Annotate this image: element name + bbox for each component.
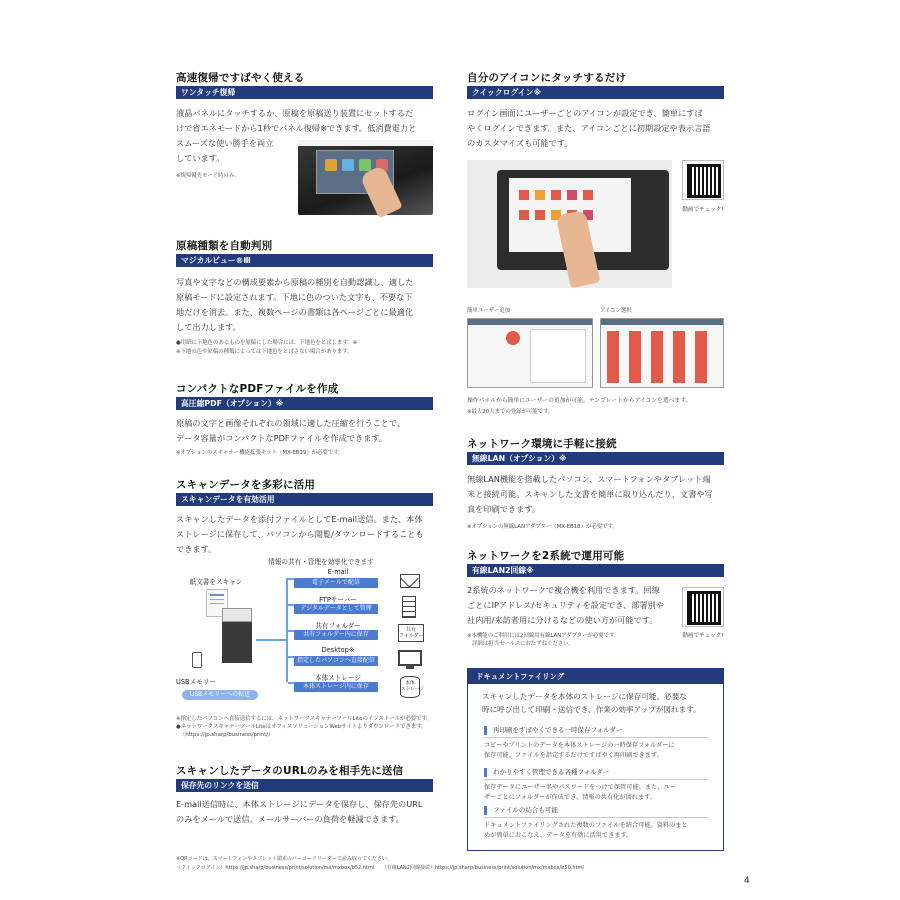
text-line: 保存可能。ファイルを指定するだけですばやく再印刷できます。 — [484, 752, 663, 759]
body-line: 時に呼び出して印刷・送信でき、作業の効率アップが図れます。 — [482, 705, 701, 714]
body-line: して出力します。 — [176, 322, 241, 332]
note-dual-network-1: ※本機能のご利用には2回線用有線LANアダプターが必要です。 — [467, 633, 620, 639]
section-body-dual-network — [467, 583, 682, 628]
folder-icon: 共有 フォルダー — [398, 624, 424, 642]
note-scan-2: ●ネットワークスキャナーツールLiteはオフィスソリューションWebサイトよりダウンロードできます。 — [176, 724, 427, 730]
hand-image — [359, 165, 402, 219]
section-title-url-send: スキャンしたデータのURLのみを相手先に送信 — [176, 765, 404, 777]
login-panel-photo — [467, 160, 672, 288]
qr-label-quick-login: 動画でチェック! — [682, 207, 724, 213]
usb-label: USBメモリー — [176, 678, 216, 686]
avatar-icon — [567, 190, 577, 200]
body-line: できます。 — [176, 544, 217, 554]
doc-line — [210, 603, 224, 604]
panel-touch-photo — [298, 140, 433, 215]
mfp-scanner-top — [222, 608, 252, 622]
monitor-icon — [398, 650, 422, 666]
section-bar-quick-login: クイックログイン※ — [467, 86, 724, 99]
footer-urls: （クイックログイン）https://jp.sharp/business/print/solution/mx/mxbox/b52.html （有線LAN2回線接続）https://jp.sharp/business/print/solution/mx/mxbox/b50.html — [176, 865, 584, 871]
section-body-url-send — [176, 797, 438, 827]
doc-item-text — [484, 741, 712, 761]
screen-header — [468, 319, 592, 325]
body-line: 原稿モードに設定されます。下地に色のついた文字も、不要な下 — [176, 292, 413, 302]
section-title-scan-data: スキャンデータを多彩に活用 — [176, 479, 316, 491]
screen-header — [601, 319, 723, 325]
note-recovery: ※復帰優先モード時のみ。 — [176, 173, 240, 179]
server-icon — [402, 596, 416, 618]
mfp-body — [222, 622, 252, 663]
panel-app-tile — [342, 159, 354, 171]
body-line: 末と接続可能。スキャンした文書を簡単に取り込んだり、文書や写 — [467, 489, 713, 499]
body-line: スキャンしたデータを本体のストレージに保存可能。必要な — [482, 692, 687, 701]
dest-pill-storage: 本体ストレージ内に保存 — [294, 682, 378, 692]
body-line: E-mail送信時に、本体ストレージにデータを保存し、保存先のURL — [176, 799, 423, 809]
text-line: めが簡単におこなえ、データを有効に活用できます。 — [484, 832, 633, 839]
envelope-flap — [400, 569, 418, 587]
mfp-machine-icon — [222, 608, 252, 663]
divider — [484, 817, 708, 818]
document-filing-header: ドキュメントファイリング — [468, 669, 723, 684]
note-wireless: ※オプションの無線LANアダプター（MX-EB18）が必要です。 — [467, 524, 618, 530]
qr-pattern — [687, 591, 721, 625]
monitor-stand — [406, 666, 414, 669]
section-bar-url-send: 保存先のリンクを送信 — [176, 779, 433, 792]
dest-label-desktop: Desktop※ — [321, 646, 355, 654]
dest-label-storage: 本体ストレージ — [314, 674, 362, 682]
note-scan-1: ※指定したパソコンへ直接送信するには、ネットワークスキャナーツールLiteのインストールが必要です。 — [176, 716, 432, 722]
avatar-icon — [519, 210, 529, 220]
dest-pill-shared-folder: 共有フォルダー内に保存 — [294, 630, 378, 640]
doc-item-title: ファイルの結合も可能 — [484, 806, 708, 815]
section-body-network — [467, 472, 729, 517]
body-line: スムーズな使い勝手を両立 — [176, 138, 274, 148]
qr-code-dual-network — [682, 587, 724, 627]
usb-icon — [192, 652, 202, 668]
document-filing-intro — [482, 690, 722, 716]
section-body-scan-data — [176, 512, 438, 557]
doc-item-title: 再印刷をすばやくできる一時保存フォルダー — [484, 726, 708, 735]
divider — [484, 737, 708, 738]
body-line: のカスタマイズも可能です。 — [467, 138, 573, 148]
icon-select-screenshot — [600, 318, 724, 388]
envelope-icon — [400, 574, 420, 588]
text-line: コピーやプリントのデータを本体ストレージの一時保存フォルダーに — [484, 742, 675, 749]
section-bar-pdf: 高圧縮PDF（オプション）※ — [176, 397, 433, 410]
dest-pill-ftp: デジタルデータとして管理 — [294, 604, 378, 614]
section-body-pdf — [176, 416, 438, 446]
section-title-pdf: コンパクトなPDFファイルを作成 — [176, 383, 339, 395]
body-line: けで省エネモードから1秒でパネル復帰※できます。低消費電力と — [176, 123, 417, 133]
note-auto-detect-1: ●用紙に下地色のあるものを原稿にした場合には、下地色をとばします。※ — [176, 340, 358, 346]
avatar-icon — [519, 190, 529, 200]
section-title-network: ネットワーク環境に手軽に接続 — [467, 438, 617, 450]
note-dual-network-2: 詳細は担当セールスにおたずねください。 — [472, 641, 574, 647]
body-line: しています。 — [176, 153, 225, 163]
machine-top-edge — [298, 140, 433, 146]
body-line: スキャンしたデータを添付ファイルとしてE-mail送信。また、本体 — [176, 514, 423, 524]
body-line: 2系統のネットワークで複合機を利用できます。回線 — [467, 585, 660, 595]
qr-pattern — [687, 164, 721, 198]
document-filing-box — [467, 668, 724, 851]
body-line: ストレージに保存して、パソコンから閲覧/ダウンロードすることも — [176, 529, 424, 539]
section-title-auto-detect: 原稿種類を自動判別 — [176, 240, 273, 252]
qr-code-quick-login — [682, 160, 724, 200]
avatar-icon — [535, 190, 545, 200]
note-pdf: ※オプションのスキャナー機能拡張キット（MX-EB19）が必要です。 — [176, 450, 344, 456]
doc-item-title: わかりやすく管理できる各種フォルダー — [484, 768, 708, 777]
caption-icon-select: 操作パネルから簡単にユーザーの追加が可能。テンプレートからアイコンを選べます。 — [467, 398, 692, 404]
body-line: ごとにIPアドレス/セキュリティを設定でき、部署別や — [467, 600, 665, 610]
dest-label-shared-folder: 共有フォルダー — [315, 622, 361, 630]
connector-line — [256, 639, 286, 641]
avatar-icon — [551, 190, 561, 200]
storage-icon: 本体 ストレージ — [400, 676, 420, 698]
avatar-icon — [506, 331, 520, 345]
avatar-icon — [535, 210, 545, 220]
body-line: 原稿の文字と画像それぞれの領域に適した圧縮を行うことで、 — [176, 418, 406, 428]
dest-pill-email: 電子メールで配信 — [294, 578, 378, 588]
section-bar-scan-data: スキャンデータを有効活用 — [176, 493, 433, 506]
body-line: 地だけを消去。また、複数ページの書類は各ページごとに最適化 — [176, 307, 414, 317]
body-line: 無線LAN機能を搭載したパソコン、スマートフォンやタブレット端 — [467, 474, 711, 484]
avatar-icon — [583, 190, 593, 200]
doc-item-text — [484, 783, 712, 803]
section-body-auto-detect — [176, 275, 438, 335]
body-line: ログイン画面にユーザーごとのアイコンが設定でき、簡単にすば — [467, 108, 703, 118]
body-line: データ容量がコンパクトなPDFファイルを作成できます。 — [176, 433, 388, 443]
body-line: 真を印刷できます。 — [467, 504, 541, 514]
text-line: 保存データにユーザー名やパスワードをつけて保管可能。また、ユー — [484, 784, 676, 791]
qr-label-dual-network: 動画でチェック! — [682, 633, 724, 639]
body-line: 液晶パネルにタッチするか、原稿を原稿送り装置にセットするだ — [176, 108, 414, 118]
shot-label-add-user: 簡単ユーザー追加 — [467, 308, 511, 314]
diagram-source-label: 紙文書をスキャン — [189, 578, 243, 586]
divider — [484, 779, 708, 780]
usb-transfer-pill: USBメモリーへの転送 — [182, 690, 258, 700]
doc-line — [210, 599, 224, 600]
doc-line — [210, 594, 224, 596]
panel-app-tile — [325, 159, 337, 171]
form-panel — [530, 329, 586, 383]
dest-label-ftp: FTPサーバー — [319, 596, 357, 604]
body-line: やくログインできます。また、アイコンごとに初期設定や表示言語 — [467, 123, 711, 133]
body-line: 写真や文字などの構成要素から原稿の種別を自動認識し、適した — [176, 277, 414, 287]
note-auto-detect-2: ※下地の色や原稿の種類によっては下地色をとばさない場合があります。 — [176, 349, 353, 355]
section-bar-one-touch: ワンタッチ復帰 — [176, 86, 433, 99]
dest-label-email: E-mail — [327, 568, 349, 576]
note-max-users: ※最大20人までの登録が可能です。 — [467, 409, 554, 415]
add-user-screenshot — [467, 318, 593, 388]
body-line: 社内用/来訪者用に分けるなどの使い方が可能です。 — [467, 615, 658, 625]
text-line: ザーごとにフォルダーが作成でき、情報の共有化が図れます。 — [484, 794, 656, 801]
section-body-icon-login — [467, 106, 729, 151]
dest-pill-desktop: 指定したパソコンへ直接配信 — [294, 656, 378, 666]
icon-grid — [607, 331, 717, 383]
shot-label-icon-select: アイコン選択 — [600, 308, 632, 314]
scan-distribution-diagram — [176, 556, 438, 706]
text-line: ドキュメントファイリングされた複数のファイルを結合可能。資料のまと — [484, 822, 688, 829]
page-number: 4 — [744, 876, 750, 886]
section-bar-magical-view: マジカルビュー®Ⅲ — [176, 254, 433, 267]
body-line: のみをメールで送信。メールサーバーの負荷を軽減できます。 — [176, 814, 404, 824]
diagram-heading: 情報の共有・管理を効率化できます — [268, 558, 374, 566]
doc-item-text — [484, 821, 712, 841]
section-bar-wireless: 無線LAN（オプション）※ — [467, 452, 724, 465]
note-scan-3: （https://jp.sharp/business/print/） — [180, 732, 274, 738]
section-title-icon-login: 自分のアイコンにタッチするだけ — [467, 72, 627, 84]
footer-qr-note: ※QRコードは、スマートフォンやタブレット端末のバーコードリーダーで読み取ってください。 — [176, 856, 392, 862]
section-title-dual-network: ネットワークを2系統で運用可能 — [467, 550, 625, 562]
section-bar-wired-lan: 有線LAN2回線※ — [467, 564, 724, 577]
section-title-fast-recovery: 高速復帰ですばやく使える — [176, 72, 305, 84]
panel-app-tile — [359, 159, 371, 171]
